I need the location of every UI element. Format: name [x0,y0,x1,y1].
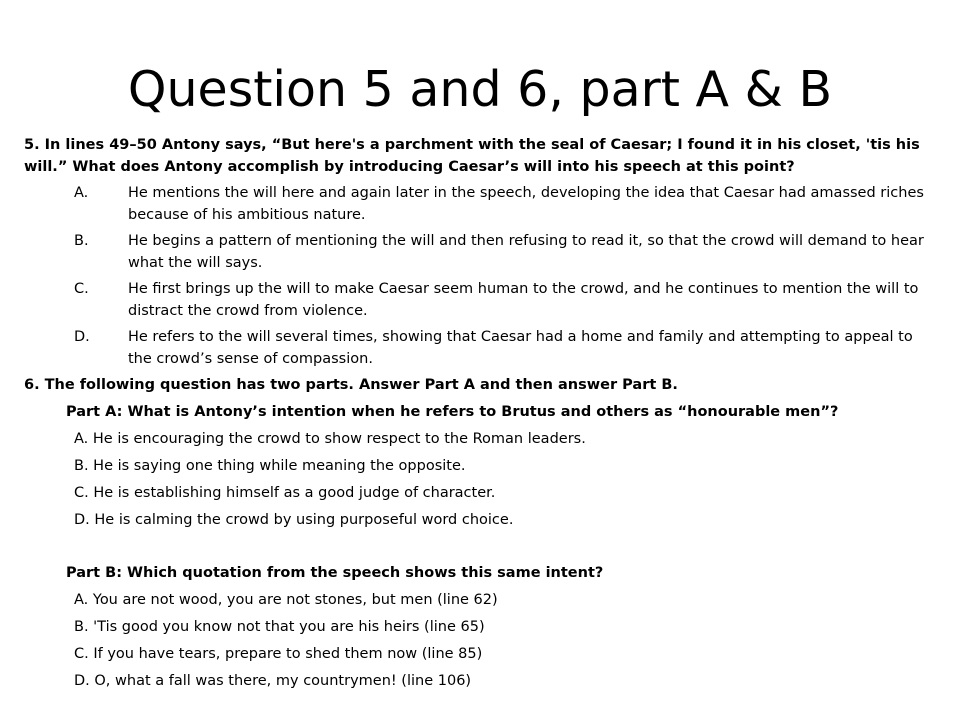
option-letter: B. [74,233,89,249]
question-5-option-a [24,182,939,226]
option-letter: A. [74,185,89,201]
part-a-stem: Part A: What is Antony’s intention when he refers to Brutus and others as “honourable men”? [66,404,839,420]
option-text: He mentions the will here and again later in the speech, developing the idea that Caesar had amassed riches because of his ambitious nature. [128,185,924,223]
slide-title: Question 5 and 6, part A & B [127,61,833,118]
part-a-option-d: D. He is calming the crowd by using purposeful word choice. [74,512,514,528]
question-5-option-b [24,230,939,274]
slide-content [24,134,939,692]
question-5-option-d [24,326,939,370]
part-b-stem: Part B: Which quotation from the speech shows this same intent? [66,565,604,581]
spacer [24,531,939,557]
question-5-option-c [24,278,939,322]
part-b-option-d: D. O, what a fall was there, my countrymen! (line 106) [74,673,472,689]
part-a-option-c: C. He is establishing himself as a good judge of character. [74,485,496,501]
option-letter: C. [74,281,89,297]
option-text: He refers to the will several times, showing that Caesar had a home and family and attempting to appeal to the crowd’s sense of compassion. [128,329,913,367]
option-text: He begins a pattern of mentioning the will and then refusing to read it, so that the crowd will demand to hear what the will says. [128,233,924,271]
part-b-option-c: C. If you have tears, prepare to shed them now (line 85) [74,646,483,662]
option-text: He first brings up the will to make Caesar seem human to the crowd, and he continues to mention the will to distract the crowd from violence. [128,281,919,319]
part-a-option-b: B. He is saying one thing while meaning the opposite. [74,458,466,474]
part-b-option-b: B. 'Tis good you know not that you are his heirs (line 65) [74,619,485,635]
question-5-stem: 5. In lines 49–50 Antony says, “But here's a parchment with the seal of Caesar; I found it in his closet, 'tis his will.” What does Antony accomplish by introducing Caesar’s will into his speech at this point? [24,137,920,175]
part-b-option-a: A. You are not wood, you are not stones, but men (line 62) [74,592,498,608]
question-6-stem: 6. The following question has two parts. Answer Part A and then answer Part B. [24,377,678,393]
option-letter: D. [74,329,90,345]
part-a-option-a: A. He is encouraging the crowd to show respect to the Roman leaders. [74,431,586,447]
